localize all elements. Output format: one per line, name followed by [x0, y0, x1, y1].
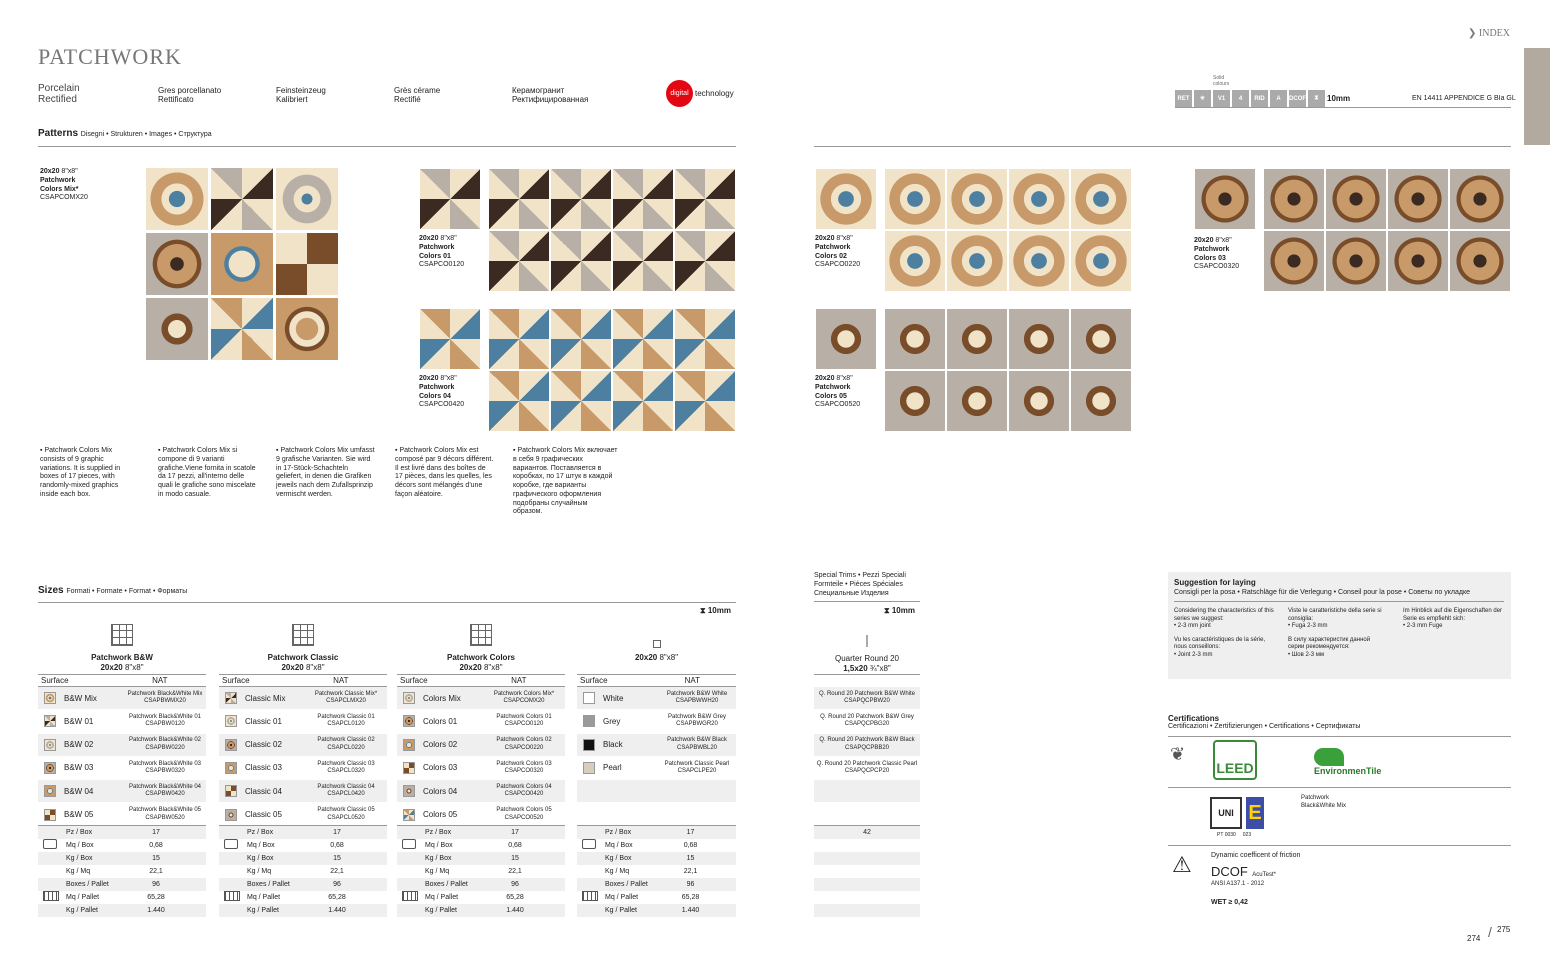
colors-03-grid-tile — [1263, 168, 1325, 230]
pack-row: Kg / Box 15 — [397, 852, 565, 865]
pack-row: Kg / Box 15 — [577, 852, 736, 865]
colors-02-grid-tile — [946, 168, 1008, 230]
digital-badge — [666, 80, 734, 107]
pack-row: Mq / Box 0,68 — [66, 842, 163, 849]
swatch-label-05: 20x20 8"x8" Patchwork Colors 05 CSAPCO0520 — [815, 375, 861, 409]
spec-norm: EN 14411 APPENDICE G BIa GL — [1412, 95, 1516, 102]
colors-04-grid-tile — [550, 370, 612, 432]
material-it: Gres porcellanato — [158, 86, 222, 95]
trim-pack-row — [814, 891, 920, 904]
colors-05-grid-tile — [946, 308, 1008, 370]
swatch-icon — [44, 809, 56, 821]
index-icon: ❯ — [1468, 28, 1479, 39]
pack-row: Pz / Box 17 — [577, 826, 736, 839]
colors-04-grid-tile — [612, 370, 674, 432]
pack-row: Kg / Box 15 — [219, 852, 387, 865]
pallet-icon — [43, 891, 59, 901]
pack-row: Pz / Box 17 — [219, 826, 387, 839]
laying-col-1: Considering the characteristics of this series we suggest: • 2-3 mm joint Vu les caractéristiques de la série, nous conseillons: • Joint 2-3 mm — [1174, 608, 1274, 658]
material-it-rect: Rettificato — [158, 95, 194, 104]
pack-row: Mq / Pallet 65,28 — [425, 894, 524, 901]
colors-03-grid-tile — [1263, 230, 1325, 292]
pack-row: Boxes / Pallet 96 — [219, 878, 387, 891]
pack-row: Mq / Pallet 65,28 — [247, 894, 346, 901]
swatch-icon — [403, 762, 415, 774]
trim-divider — [814, 674, 920, 675]
mix-tile — [210, 232, 274, 296]
mix-tile — [210, 297, 274, 361]
colors-05-grid-tile — [1070, 370, 1132, 432]
leed-logo: LEED — [1213, 740, 1257, 780]
table-title: Patchwork Colors 20x20 8"x8" — [446, 653, 515, 672]
laying-col-2: Viste le caratteristiche della serie si consiglia: • Fuga 2-3 mm В силу характеристик данной серии рекомендуется: • Шов 2-3 мм — [1288, 608, 1382, 658]
swatch-icon — [583, 762, 595, 774]
cert-header: Certifications Certificazioni • Zertifizierungen • Certifications • Сертификаты — [1168, 714, 1361, 730]
trim-pack-row: 42 — [814, 826, 920, 839]
swatch-icon — [583, 739, 595, 751]
pack-row: Mq / Box 0,68 — [247, 842, 344, 849]
product-row[interactable]: Classic 03 Patchwork Classic 03 CSAPCL0320 — [219, 757, 387, 779]
product-row[interactable]: Grey Patchwork B&W Grey CSAPBWGR20 — [577, 710, 736, 732]
colors-03-grid-tile — [1387, 168, 1449, 230]
colors-02-grid-tile — [1070, 230, 1132, 292]
trim-pack-row — [814, 865, 920, 878]
swatch-label-01: 20x20 8"x8" Patchwork Colors 01 CSAPCO0120 — [419, 235, 465, 269]
swatch-icon — [403, 715, 415, 727]
surface-header: Surface NAT — [219, 674, 387, 687]
pack-row: Kg / Pallet 1.440 — [38, 904, 206, 917]
pack-row: Mq / Pallet 65,28 — [605, 894, 700, 901]
trims-header: Special Trims • Pezzi Speciali Formteile • Pièces Spéciales Специальные Изделия — [814, 572, 906, 597]
technology-label: technology — [695, 89, 734, 98]
swatch-icon — [403, 692, 415, 704]
pack-row: Mq / Box 0,68 — [425, 842, 522, 849]
product-row[interactable]: Classic 02 Patchwork Classic 02 CSAPCL0220 — [219, 734, 387, 756]
colors-02-grid-tile — [946, 230, 1008, 292]
trim-pack-row — [814, 852, 920, 865]
uni-logo: UNI — [1210, 797, 1242, 829]
swatch-icon — [403, 809, 415, 821]
pack-row: Boxes / Pallet 96 — [38, 878, 206, 891]
colors-05-grid-tile — [884, 308, 946, 370]
swatch-icon — [225, 785, 237, 797]
swatch-icon — [44, 762, 56, 774]
colors-04-grid-tile — [674, 370, 736, 432]
product-row[interactable]: B&W 02 Patchwork Black&White 02 CSAPBW0220 — [38, 734, 206, 756]
product-row[interactable]: B&W Mix Patchwork Black&White Mix CSAPBWMX20 — [38, 687, 206, 709]
swatch-icon — [44, 715, 56, 727]
product-row[interactable]: Pearl Patchwork Classic Pearl CSAPCLPE20 — [577, 757, 736, 779]
spec-icon-4: RID — [1251, 90, 1268, 107]
pack-row: Mq / Box 0,68 — [605, 842, 698, 849]
colors-01-grid-tile — [612, 230, 674, 292]
page-right: 275 — [1497, 925, 1511, 934]
colors-03-grid-tile — [1449, 230, 1511, 292]
surface-header: Surface NAT — [397, 674, 565, 687]
cert-note: Patchwork Black&White Mix — [1301, 795, 1347, 809]
pack-row: Kg / Box 15 — [38, 852, 206, 865]
colors-02-single — [815, 168, 877, 230]
product-row[interactable]: Black Patchwork B&W Black CSAPBWBL20 — [577, 734, 736, 756]
colors-01-grid-tile — [550, 168, 612, 230]
colors-05-single — [815, 308, 877, 370]
pack-row: Boxes / Pallet 96 — [397, 878, 565, 891]
colors-01-grid-tile — [550, 230, 612, 292]
mix-code: CSAPCOMX20 — [40, 194, 88, 202]
spec-icon-5: A — [1270, 90, 1287, 107]
trim-row — [814, 804, 920, 826]
box-icon — [582, 839, 596, 849]
spec-icon-6: DCOF — [1289, 90, 1306, 107]
uni-code: PT 0030 023 — [1217, 832, 1252, 838]
mix-size: 20x20 — [40, 168, 60, 175]
product-row[interactable]: Classic 04 Patchwork Classic 04 CSAPCL0420 — [219, 780, 387, 802]
material-fr-rect: Rectifié — [394, 95, 421, 104]
material-row — [38, 83, 688, 105]
product-row[interactable]: Colors 05 Patchwork Colors 05 CSAPCO0520 — [397, 804, 565, 826]
colors-03-grid-tile — [1387, 230, 1449, 292]
mix-tile — [210, 167, 274, 231]
pack-row: Mq / Pallet 65,28 — [66, 894, 165, 901]
sizes-header — [38, 585, 187, 596]
material-de: Feinsteinzeug — [276, 86, 326, 95]
colors-05-grid-tile — [1070, 308, 1132, 370]
colors-01-single — [419, 168, 481, 230]
colors-04-grid-tile — [674, 308, 736, 370]
pallet-icon — [402, 891, 418, 901]
colors-02-grid-tile — [1070, 168, 1132, 230]
colors-01-grid-tile — [488, 230, 550, 292]
swatch-icon — [583, 715, 595, 727]
sizes-subtitle: Formati • Formate • Format • Форматы — [66, 588, 188, 595]
laying-box — [1168, 572, 1511, 679]
spec-icon-7: ⧗ — [1308, 90, 1325, 107]
page-title: PATCHWORK — [38, 44, 182, 69]
page-divider: / — [1488, 924, 1492, 940]
spec-icon-1: ☀ — [1194, 90, 1211, 107]
trim-row[interactable]: Q. Round 20 Patchwork B&W Black CSAPQCPBB20 — [814, 734, 920, 756]
colors-03-grid-tile — [1325, 168, 1387, 230]
swatch-icon — [44, 785, 56, 797]
swatch-icon — [44, 739, 56, 751]
format-icon — [292, 624, 314, 646]
material-fr: Grès cérame — [394, 86, 441, 95]
material-ru-rect: Ректифицированная — [512, 95, 589, 104]
tree-icon: ❦ — [1170, 744, 1186, 764]
sizes-title: Sizes — [38, 585, 64, 596]
colors-01-grid-tile — [612, 168, 674, 230]
mix-inch: 8"x8" — [61, 168, 78, 175]
note-ru: ▪ Patchwork Colors Mix включает в себя 9 графических вариантов. Поставляется в коробках, по 17 штук в каждой коробке, где варианты графического оформления подобраны случайным образом. — [513, 447, 618, 516]
digital-logo: digital — [666, 80, 693, 107]
box-icon — [402, 839, 416, 849]
laying-subtitle: Consigli per la posa • Ratschläge für die Verlegung • Conseil pour la pose • Советы по укладке — [1174, 589, 1471, 596]
product-row[interactable]: B&W 03 Patchwork Black&White 03 CSAPBW0320 — [38, 757, 206, 779]
pack-row: Kg / Pallet 1.440 — [219, 904, 387, 917]
product-row[interactable]: Colors 01 Patchwork Colors 01 CSAPCO0120 — [397, 710, 565, 732]
note-it: ▪ Patchwork Colors Mix si compone di 9 varianti grafiche.Viene fornita in scatole da 17 pezzi, all'interno delle quali le grafiche sono miscelate in modo casuale. — [158, 447, 256, 498]
trim-row[interactable]: Q. Round 20 Patchwork B&W White CSAPQCPBW20 — [814, 687, 920, 709]
product-row[interactable]: White Patchwork B&W White CSAPBWWH20 — [577, 687, 736, 709]
swatch-icon — [403, 785, 415, 797]
product-row[interactable]: B&W 01 Patchwork Black&White 01 CSAPBW0120 — [38, 710, 206, 732]
product-row[interactable] — [577, 780, 736, 802]
mix-label — [40, 168, 88, 203]
trim-pack-row — [814, 839, 920, 852]
laying-title: Suggestion for laying — [1174, 578, 1256, 587]
product-row[interactable]: Colors Mix Patchwork Colors Mix* CSAPCOMX20 — [397, 687, 565, 709]
quarter-round-icon — [866, 635, 868, 647]
swatch-icon — [225, 762, 237, 774]
colors-04-grid-tile — [488, 308, 550, 370]
mix-name1: Patchwork — [40, 176, 76, 184]
colors-04-grid-tile — [488, 370, 550, 432]
trims-thickness: ⧗ 10mm — [884, 606, 915, 615]
colors-04-grid-tile — [612, 308, 674, 370]
product-row[interactable]: Colors 02 Patchwork Colors 02 CSAPCO0220 — [397, 734, 565, 756]
pack-row: Kg / Mq 22,1 — [247, 868, 344, 875]
mix-name2: Colors Mix* — [40, 185, 79, 193]
mix-tile — [145, 232, 209, 296]
ecolabel-logo: E — [1246, 797, 1264, 829]
product-row[interactable]: Classic Mix Patchwork Classic Mix* CSAPCLMX20 — [219, 687, 387, 709]
table-title: 20x20 8"x8" — [634, 653, 679, 662]
colors-01-grid-tile — [674, 168, 736, 230]
product-row[interactable]: Classic 05 Patchwork Classic 05 CSAPCL0520 — [219, 804, 387, 826]
mix-tile — [275, 297, 339, 361]
swatch-label-04: 20x20 8"x8" Patchwork Colors 04 CSAPCO0420 — [419, 375, 465, 409]
format-icon — [653, 640, 661, 648]
pack-row: Kg / Pallet 1.440 — [577, 904, 736, 917]
product-row[interactable]: B&W 05 Patchwork Black&White 05 CSAPBW0520 — [38, 804, 206, 826]
colors-02-grid-tile — [1008, 230, 1070, 292]
swatch-icon — [583, 692, 595, 704]
swatch-label-03: 20x20 8"x8" Patchwork Colors 03 CSAPCO0320 — [1194, 237, 1240, 271]
spec-icon-3: 4 — [1232, 90, 1249, 107]
solid-colours-label: Solid colours — [1213, 75, 1230, 88]
index-tab[interactable] — [1524, 48, 1550, 145]
swatch-label-02: 20x20 8"x8" Patchwork Colors 02 CSAPCO0220 — [815, 235, 861, 269]
material-en-rect: Rectified — [38, 94, 77, 105]
pack-row: Boxes / Pallet 96 — [577, 878, 736, 891]
colors-04-grid-tile — [550, 308, 612, 370]
pallet-icon — [582, 891, 598, 901]
colors-05-grid-tile — [946, 370, 1008, 432]
trim-pack-row — [814, 904, 920, 917]
swatch-icon — [44, 692, 56, 704]
swatch-icon — [225, 809, 237, 821]
colors-03-single — [1194, 168, 1256, 230]
colors-04-single — [419, 308, 481, 370]
colors-01-grid-tile — [674, 230, 736, 292]
colors-02-grid-tile — [884, 230, 946, 292]
format-icon — [470, 624, 492, 646]
environmentile-logo: EnvironmenTile — [1314, 748, 1381, 776]
product-row[interactable] — [577, 804, 736, 826]
pallet-icon — [224, 891, 240, 901]
trim-pack-row — [814, 878, 920, 891]
format-icon — [111, 624, 133, 646]
trim-row — [814, 780, 920, 802]
note-de: ▪ Patchwork Colors Mix umfasst 9 grafische Varianten. Sie wird in 17-Stück-Schachteln geliefert, in denen die Grafiken jeweils nach dem Zufallsprinzip vermischt werden. — [276, 447, 375, 498]
colors-03-grid-tile — [1325, 230, 1387, 292]
sizes-thickness: ⧗ 10mm — [700, 606, 731, 615]
pack-row: Kg / Pallet 1.440 — [397, 904, 565, 917]
trim-row[interactable]: Q. Round 20 Patchwork B&W Grey CSAPQCPBG20 — [820, 714, 914, 728]
material-de-rect: Kalibriert — [276, 95, 308, 104]
product-row[interactable]: B&W 04 Patchwork Black&White 04 CSAPBW0420 — [38, 780, 206, 802]
slip-icon: ⚠ — [1172, 852, 1192, 877]
colors-05-grid-tile — [1008, 308, 1070, 370]
pack-row: Kg / Mq 22,1 — [66, 868, 163, 875]
surface-header: Surface NAT — [577, 674, 736, 687]
colors-02-grid-tile — [884, 168, 946, 230]
mix-tile — [145, 167, 209, 231]
mix-tile — [275, 232, 339, 296]
table-title: Patchwork B&W 20x20 8"x8" — [91, 653, 153, 672]
colors-05-grid-tile — [1008, 370, 1070, 432]
patterns-subtitle: Disegni • Strukturen • Images • Структура — [80, 131, 212, 138]
spec-icons — [1175, 90, 1325, 107]
box-icon — [224, 839, 238, 849]
swatch-icon — [403, 739, 415, 751]
patterns-header — [38, 128, 212, 139]
colors-01-grid-tile — [488, 168, 550, 230]
note-fr: ▪ Patchwork Colors Mix est composé par 9 décors différent. Il est livré dans des boîtes de 17 pièces, dans les quelles, les décors sont mélangés d'une façon aléatoire. — [395, 447, 494, 498]
mix-tile — [275, 167, 339, 231]
mix-tile-grid — [145, 167, 340, 363]
laying-col-3: Im Hinblick auf die Eigenschaften der Serie es empfiehlt sich: • 2-3 mm Fuge — [1403, 608, 1503, 629]
surface-header: Surface NAT — [38, 674, 206, 687]
spec-icon-0: RET — [1175, 90, 1192, 107]
patterns-title: Patterns — [38, 128, 79, 139]
spec-thickness: 10mm — [1327, 94, 1351, 103]
product-row[interactable]: Colors 03 Patchwork Colors 03 CSAPCO0320 — [397, 757, 565, 779]
trim-title: Quarter Round 20 1,5x20 ¾"x8" — [834, 654, 900, 673]
product-row[interactable]: Colors 04 Patchwork Colors 04 CSAPCO0420 — [397, 780, 565, 802]
pack-row: Pz / Box 17 — [38, 826, 206, 839]
pack-row: Kg / Mq 22,1 — [425, 868, 522, 875]
dcof-block: Dynamic coefficent of friction DCOF AcuTest* ANSI A137.1 - 2012 WET ≥ 0,42 — [1211, 852, 1301, 906]
pack-row: Pz / Box 17 — [397, 826, 565, 839]
page-left: 274 — [1467, 934, 1481, 943]
material-ru: Керамогранит — [512, 86, 565, 95]
pack-row: Kg / Mq 22,1 — [605, 868, 698, 875]
material-en: Porcelain — [38, 83, 80, 94]
swatch-icon — [225, 692, 237, 704]
trim-row[interactable]: Q. Round 20 Patchwork Classic Pearl CSAPQCPCP20 — [816, 760, 918, 774]
product-row[interactable]: Classic 01 Patchwork Classic 01 CSAPCL0120 — [219, 710, 387, 732]
index-link[interactable] — [1468, 28, 1510, 39]
index-label: INDEX — [1478, 28, 1510, 39]
box-icon — [43, 839, 57, 849]
table-title: Patchwork Classic 20x20 8"x8" — [267, 653, 339, 672]
colors-02-grid-tile — [1008, 168, 1070, 230]
colors-05-grid-tile — [884, 370, 946, 432]
colors-03-grid-tile — [1449, 168, 1511, 230]
note-en: ▪ Patchwork Colors Mix consists of 9 graphic variations. It is supplied in boxes of 17 pieces, with randomly-mixed graphics inside each box. — [40, 447, 121, 498]
spec-icon-2: V1 — [1213, 90, 1230, 107]
swatch-icon — [225, 739, 237, 751]
swatch-icon — [225, 715, 237, 727]
mix-tile — [145, 297, 209, 361]
